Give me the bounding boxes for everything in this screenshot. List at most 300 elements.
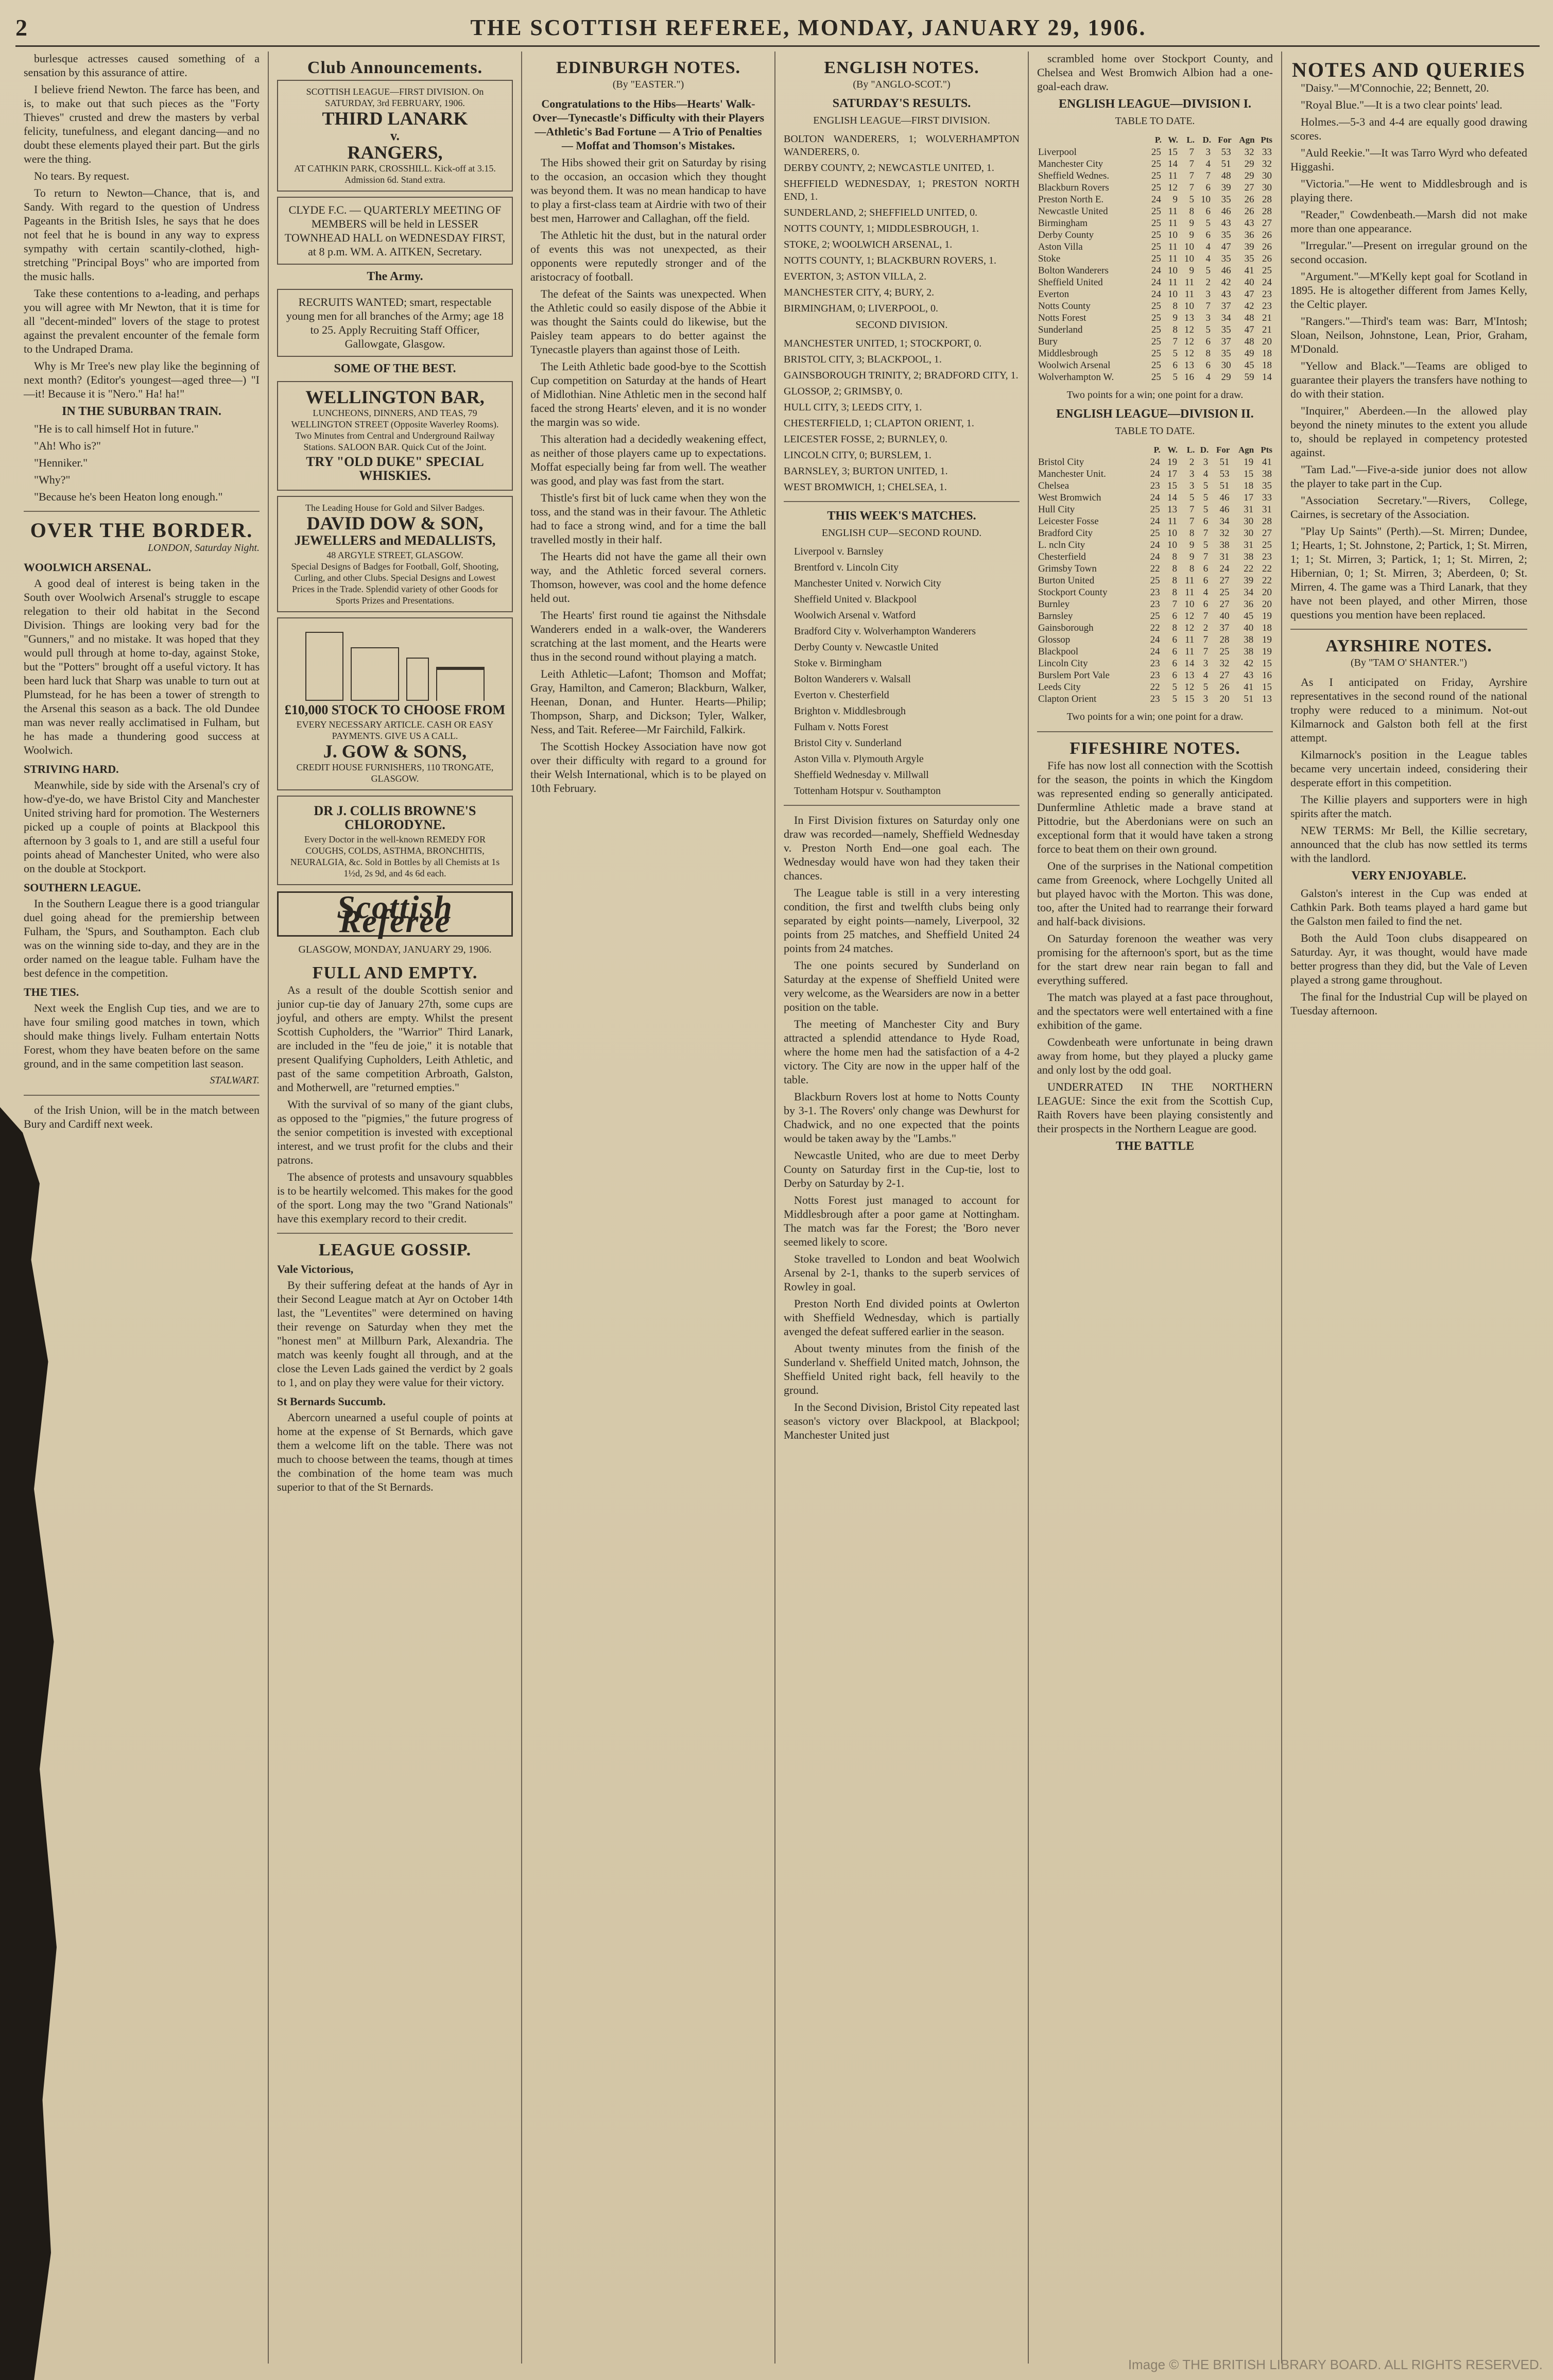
table-cell: 5 — [1203, 504, 1209, 515]
table-cell: 2 — [1189, 457, 1195, 468]
table-header-row — [1037, 443, 1273, 456]
table-cell: 8 — [1172, 551, 1178, 562]
table-cell: 24 — [1150, 551, 1160, 562]
table-cell: 19 — [1262, 646, 1272, 657]
table-cell: 27 — [1219, 575, 1230, 586]
table-cell: 42 — [1244, 658, 1254, 669]
second-div-heading: SECOND DIVISION. — [855, 319, 948, 331]
edinburgh-paragraph: The Hearts' first round tie against the Nithsdale Wanderers ended in a walk-over, the Wanderers scratching at the last moment, and the Hearts were thus in the second round without playing a match. — [530, 609, 766, 663]
table-cell: 15 — [1167, 480, 1178, 491]
match-result: BARNSLEY, 3; BURTON UNITED, 1. — [784, 465, 948, 477]
div2-heading: ENGLISH LEAGUE—DIVISION II. — [1056, 407, 1254, 421]
suburban-line: "Why?" — [34, 473, 71, 486]
stbernards-text: Abercorn unearned a useful couple of points at home at the expense of St Bernards, which gave them a welcome lift on the table. There was not much to choose between the teams, though at times the combination of the home team was much superior to that of the St Bernards. — [277, 1411, 513, 1493]
col1-paragraph: No tears. By request. — [34, 169, 130, 182]
table-row — [1037, 492, 1273, 504]
fixture-item: Sheffield Wednesday v. Millwall — [794, 769, 929, 781]
divider — [1037, 731, 1273, 732]
english-paragraph: About twenty minutes from the finish of the Sunderland v. Sheffield United match, Johnson, the Sheffield United right back, fell heavily to the ground. — [784, 1342, 1020, 1396]
div1-heading: ENGLISH LEAGUE—DIVISION I. — [1058, 97, 1252, 111]
english-paragraph: The one points secured by Sunderland on Saturday at the expense of Sheffield United were very welcome, as the Wearsiders are now in a better position on the table. — [784, 959, 1020, 1013]
table-row — [1037, 205, 1273, 217]
table-cell: 3 — [1203, 658, 1209, 669]
ad-top: SCOTTISH LEAGUE—FIRST DIVISION. On SATURDAY, 3rd FEBRUARY, 1906. — [306, 87, 484, 108]
divider — [277, 1233, 513, 1234]
table-row — [1037, 456, 1273, 468]
edinburgh-paragraph: The Hearts did not have the game all their own way, and the Athletic forced several corners. Thomson, however, was cool and the home defence held out. — [530, 550, 766, 605]
table-cell: 13 — [1184, 670, 1195, 681]
table-cell: L. ncln City — [1038, 540, 1085, 550]
column-header — [1037, 133, 1146, 146]
table-row — [1037, 598, 1273, 610]
table-cell: Bury — [1038, 336, 1058, 347]
table-row — [1037, 146, 1273, 158]
column-2 — [269, 51, 522, 2364]
ties-heading: THE TIES. — [24, 986, 79, 998]
table-cell: Clapton Orient — [1038, 694, 1097, 704]
wellington-tagline: TRY "OLD DUKE" SPECIAL WHISKIES. — [306, 454, 484, 483]
table-cell: 14 — [1167, 492, 1178, 503]
divider — [24, 511, 260, 512]
table-cell: 25 — [1151, 206, 1161, 217]
div1-table — [1037, 133, 1273, 383]
ayrshire-paragraph: As I anticipated on Friday, Ayrshire representatives in the second round of the national trophy were reduced to a minimum. Not-out Kilmarnock and Galston both fell at the first attempt. — [1290, 676, 1527, 744]
vale-text: By their suffering defeat at the hands of Ayr in their Second League match at Ayr on October 14th last, the "Leventites" were determined on having their revenge on Saturday when they met the "honest men" at Millburn Park, Alexandria. The match was keenly fought all through, and at the close the Leven Lads gained the verdict by 2 goals to 1, and on play they were value for their victory. — [277, 1279, 513, 1389]
table-cell: 24 — [1151, 265, 1161, 276]
table-cell: 19 — [1262, 611, 1272, 622]
fixture-item: Woolwich Arsenal v. Watford — [794, 610, 916, 621]
table-cell: 25 — [1262, 540, 1272, 550]
column-3 — [522, 51, 775, 2364]
masthead — [15, 9, 1540, 47]
furniture-lines: EVERY NECESSARY ARTICLE. CASH OR EASY PAYMENTS. GIVE US A CALL. — [296, 719, 494, 741]
ayrshire-paragraph: NEW TERMS: Mr Bell, the Killie secretary, announced that the club has now settled its terms with the landlord. — [1290, 824, 1527, 865]
table-cell: 51 — [1244, 694, 1254, 704]
table-cell: 17 — [1167, 469, 1178, 479]
table-cell: 5 — [1203, 540, 1209, 550]
col1-paragraph: To return to Newton—Chance, that is, and Sandy. With regard to the question of Undress Pageants in the British Isles, he says that he does not feel that he is bound in any way to express sympathy with certain scantily-clothed, high-stretching "Principal Boys" who are imported from the music halls. — [24, 186, 260, 283]
query-answer: "Argument."—M'Kelly kept goal for Scotland in 1895. He is altogether different from James Kelly, the Celtic player. — [1290, 270, 1527, 311]
dow-ad — [277, 496, 513, 612]
table-cell: 42 — [1221, 277, 1231, 288]
table-cell: 27 — [1219, 599, 1230, 610]
table-cell: 46 — [1219, 492, 1230, 503]
table-cell: 8 — [1172, 324, 1178, 335]
edinburgh-paragraph: The defeat of the Saints was unexpected. When the Athletic could so easily dispose of the Abbie it was thought the Saints could do likewise, but the Paisley team appears to do better against the Tynecastle players than against those of Leith. — [530, 287, 766, 356]
striving-heading: STRIVING HARD. — [24, 763, 119, 775]
page-number: 2 — [15, 14, 27, 41]
table-cell: 12 — [1184, 623, 1195, 633]
table-cell: 24 — [1219, 563, 1230, 574]
edinburgh-paragraph: Leith Athletic—Lafont; Thomson and Moffat; Gray, Hamilton, and Cameron; Blackburn, Walker, Heenan, Donan, and Hunter. Hearts—Philip; Thompson, Sharp, and Dickson; Tyler, Walker, Ness, and Tait. Referee—Mr Fairchild, Falkirk. — [530, 667, 766, 736]
fixture-item: Fulham v. Notts Forest — [794, 721, 889, 733]
table-cell: 47 — [1244, 324, 1254, 335]
table-cell: 25 — [1151, 301, 1161, 312]
table-cell: 35 — [1244, 253, 1254, 264]
table-cell: 28 — [1219, 634, 1230, 645]
edinburgh-paragraph: The Scottish Hockey Association have now got over their difficulty with regard to a ground for their Welsh International, which is to be played on 10th February. — [530, 740, 766, 795]
table-row — [1037, 359, 1273, 371]
table-cell: Leeds City — [1038, 682, 1081, 693]
editorial-paragraph: As a result of the double Scottish senior and junior cup-tie day of January 27th, some cups are joyful, and others are empty. Whilst the present Scottish Cupholders, the "Warrior" Third Lanark, are included in the "feu de joie," it is notable that present Qualifying Cupholders, Leith Athletic, and past of the same competition Arbroath, Galston, and Motherwell, are "returned empties." — [277, 984, 513, 1094]
column-header: D. — [1202, 135, 1212, 145]
table-cell: Leicester Fosse — [1038, 516, 1099, 527]
match-result: NOTTS COUNTY, 1; BLACKBURN ROVERS, 1. — [784, 255, 997, 266]
table-cell: Middlesbrough — [1038, 348, 1098, 359]
wardrobe-icon — [305, 632, 343, 701]
table-cell: Blackpool — [1038, 646, 1079, 657]
table-cell: Derby County — [1038, 230, 1094, 240]
table-cell: 5 — [1172, 348, 1178, 359]
table-cell: 24 — [1150, 457, 1160, 468]
club-announcements-heading: Club Announcements. — [307, 58, 483, 77]
divider — [784, 501, 1020, 502]
table-cell: 27 — [1244, 182, 1254, 193]
table-cell: 35 — [1221, 194, 1231, 205]
table-cell: 48 — [1244, 313, 1254, 323]
table-cell: Sheffield United — [1038, 277, 1103, 288]
query-answer: "Yellow and Black."—Teams are obliged to guarantee their players the transfers have nothing to do with their station. — [1290, 359, 1527, 400]
table-cell: 25 — [1151, 182, 1161, 193]
col1-paragraph: Why is Mr Tree's new play like the beginning of next month? (Editor's youngest—aged three—) "I—it! Because it is "Nero." Ha! ha!" — [24, 359, 260, 400]
table-cell: 24 — [1150, 516, 1160, 527]
table-cell: 7 — [1203, 611, 1209, 622]
table-cell: 25 — [1151, 242, 1161, 252]
table-cell: 20 — [1262, 599, 1272, 610]
table-cell: 48 — [1221, 170, 1231, 181]
table-header-row — [1037, 133, 1273, 146]
table-cell: 27 — [1262, 528, 1272, 539]
query-answer: "Auld Reekie."—It was Tarro Wyrd who defeated Higgashi. — [1290, 146, 1527, 173]
table-cell: 36 — [1244, 599, 1254, 610]
table-cell: Birmingham — [1038, 218, 1088, 229]
chlorodyne-ad — [277, 796, 513, 885]
edinburgh-paragraph: The Leith Athletic bade good-bye to the Scottish Cup competition on Saturday at the hands of Heart of Midlothian. Nine Athletic men in the second half faced the strong Hearts' eleven, and it is no wonder the margin was so wide. — [530, 360, 766, 428]
table-cell: 11 — [1168, 242, 1178, 252]
table-row — [1037, 515, 1273, 527]
table-cell: Stockport County — [1038, 587, 1108, 598]
table-cell: 10 — [1167, 289, 1178, 300]
fife-paragraph: UNDERRATED IN THE NORTHERN LEAGUE: Since the exit from the Scottish Cup, Raith Rovers have been playing consistently and their prospects in the Northern League are good. — [1037, 1080, 1273, 1135]
table-row — [1037, 551, 1273, 563]
table-cell: 23 — [1262, 551, 1272, 562]
match-result: SHEFFIELD WEDNESDAY, 1; PRESTON NORTH END, 1. — [784, 178, 1020, 202]
table-cell: 3 — [1205, 147, 1211, 158]
table-cell: 4 — [1205, 159, 1211, 169]
table-cell: 48 — [1244, 336, 1254, 347]
table-cell: 25 — [1151, 372, 1161, 383]
table-cell: 8 — [1205, 348, 1211, 359]
table-cell: 25 — [1151, 218, 1161, 229]
furniture-firm: J. GOW & SONS, — [323, 741, 467, 762]
table-cell: 26 — [1262, 230, 1272, 240]
table-cell: 24 — [1150, 634, 1160, 645]
table-cell: 18 — [1262, 360, 1272, 371]
table-cell: 23 — [1262, 301, 1272, 312]
table-cell: 5 — [1205, 218, 1211, 229]
fife-heading: FIFESHIRE NOTES. — [1069, 739, 1240, 758]
table-cell: 25 — [1151, 313, 1161, 323]
div1-sub: TABLE TO DATE. — [1115, 115, 1195, 127]
table-cell: 24 — [1150, 469, 1160, 479]
table-row — [1037, 371, 1273, 383]
table-cell: 51 — [1219, 457, 1230, 468]
table-row — [1037, 527, 1273, 539]
table-cell: 11 — [1184, 277, 1194, 288]
query-answer: "Rangers."—Third's team was: Barr, M'Intosh; Sloan, Neilson, Johnstone, Lean, Prior, Graham, M'Donald. — [1290, 315, 1527, 355]
table-cell: 28 — [1262, 516, 1272, 527]
fixture-item: Manchester United v. Norwich City — [794, 578, 941, 589]
table-cell: 30 — [1221, 360, 1231, 371]
table-cell: Liverpool — [1038, 147, 1077, 158]
table-cell: 30 — [1262, 170, 1272, 181]
english-paragraph: Preston North End divided points at Owlerton with Sheffield Wednesday, which is partially avenged the defeat suffered earlier in the season. — [784, 1297, 1020, 1338]
table-cell: 5 — [1205, 265, 1211, 276]
edinburgh-paragraph: The Athletic hit the dust, but in the natural order of events this was not unexpected, as their opponents were reputedly stronger and of the aristocracy of football. — [530, 229, 766, 283]
table-cell: 35 — [1221, 348, 1231, 359]
ad-team1: THIRD LANARK — [322, 108, 468, 129]
woolwich-heading: WOOLWICH ARSENAL. — [24, 561, 151, 574]
table-cell: 37 — [1221, 301, 1231, 312]
table-row — [1037, 646, 1273, 658]
table-cell: 28 — [1262, 194, 1272, 205]
match-result: NOTTS COUNTY, 1; MIDDLESBROUGH, 1. — [784, 223, 979, 234]
match-result: DERBY COUNTY, 2; NEWCASTLE UNITED, 1. — [784, 162, 994, 174]
table-cell: 40 — [1244, 277, 1254, 288]
fixture-item: Bristol City v. Sunderland — [794, 737, 902, 749]
third-lanark-ad — [277, 80, 513, 192]
table-row — [1037, 587, 1273, 598]
columns — [15, 51, 1540, 2364]
table-cell: Notts County — [1038, 301, 1091, 312]
southern-text: In the Southern League there is a good triangular duel going ahead for the premiership between Fulham, the 'Spurs, and Southampton. Each club was on the winning side to-day, and they are in the order named on the league table. Fulham have the best defence in the competition. — [24, 897, 260, 979]
table-cell: 26 — [1244, 206, 1254, 217]
col1-paragraph: I believe friend Newton. The farce has been, and is, to make out that such pieces as the "Forty Thieves" crusted and drew the masters by verbal felicity, tunefulness, and elegant dancing—and no doubt these elements played their part. But the girls were the thing. — [24, 83, 260, 165]
dow-name: DAVID DOW & SON, — [306, 513, 484, 533]
table-cell: 8 — [1189, 206, 1194, 217]
table-cell: 19 — [1262, 634, 1272, 645]
fife-paragraph: One of the surprises in the National competition came from Greenock, where Lochgelly United all but played havoc with the Morton. This was done, too, after the United had to rearrange their forward and half-back divisions. — [1037, 859, 1273, 928]
table-cell: 15 — [1262, 682, 1272, 693]
table-cell: 8 — [1172, 587, 1178, 598]
table-cell: 6 — [1172, 670, 1178, 681]
table-cell: Gainsborough — [1038, 623, 1094, 633]
table-cell: 39 — [1244, 242, 1254, 252]
table-cell: 14 — [1184, 658, 1195, 669]
table-cell: 11 — [1168, 253, 1178, 264]
table-cell: 7 — [1172, 336, 1178, 347]
ad-team2: RANGERS, — [347, 142, 443, 163]
table-cell: 23 — [1150, 694, 1160, 704]
table-cell: 27 — [1262, 218, 1272, 229]
table-cell: 11 — [1168, 170, 1178, 181]
table-cell: 6 — [1203, 575, 1209, 586]
table-cell: 5 — [1189, 492, 1195, 503]
table-cell: 25 — [1151, 253, 1161, 264]
english-paragraph: Stoke travelled to London and beat Woolwich Arsenal by 2-1, thanks to the superb services of Rowley in goal. — [784, 1252, 1020, 1293]
table-cell: 19 — [1244, 457, 1254, 468]
column-header: D. — [1200, 445, 1209, 455]
fife-paragraph: Cowdenbeath were unfortunate in being drawn away from home, but they played a plucky game and only lost by the odd goal. — [1037, 1036, 1273, 1076]
table-cell: 11 — [1168, 218, 1178, 229]
table-cell: Bristol City — [1038, 457, 1084, 468]
table-cell: 7 — [1189, 159, 1194, 169]
border-dateline: LONDON, Saturday Night. — [147, 542, 260, 554]
table-cell: 25 — [1150, 611, 1160, 622]
table-cell: 24 — [1150, 646, 1160, 657]
suburban-line: "Ah! Who is?" — [34, 439, 101, 452]
furniture-ad — [277, 617, 513, 790]
table-cell: 11 — [1185, 587, 1195, 598]
column-header — [1037, 443, 1144, 456]
fife-paragraph: The match was played at a fast pace throughout, and the spectators were well entertained with a fine exhibition of the game. — [1037, 991, 1273, 1031]
fixture-item: Tottenham Hotspur v. Southampton — [794, 785, 941, 797]
table-cell: 7 — [1189, 516, 1195, 527]
col1-signoff: STALWART. — [210, 1075, 260, 1086]
table-cell: 7 — [1172, 599, 1178, 610]
table-cell: 6 — [1205, 336, 1211, 347]
table-cell: 4 — [1205, 372, 1211, 383]
table-cell: 20 — [1262, 336, 1272, 347]
dow-pre: The Leading House for Gold and Silver Badges. — [305, 503, 485, 513]
table-row — [1037, 277, 1273, 288]
table-row — [1037, 693, 1273, 705]
column-header: W. — [1168, 135, 1178, 145]
second-div-results — [784, 337, 1020, 494]
table-cell: 53 — [1221, 147, 1231, 158]
table-cell: 6 — [1172, 658, 1178, 669]
table-cell: 25 — [1150, 528, 1160, 539]
query-answer: "Play Up Saints" (Perth).—St. Mirren; Dundee, 1; Hearts, 1; St. Johnstone, 2; Partick, 1; St. Mirren, 1; 1; St. Mirren, 3; Partick, 1; 1; St. Mirren, 2; Hibernian, 0; 1; St. Mirren, 3; Aberdeen, 0; St. Mirren, 4. The game was a Third Lanark, that they have not been played, and other Mirren, those questions you mention have been replaced. — [1290, 525, 1527, 621]
table-cell: 14 — [1262, 372, 1272, 383]
table-cell: 25 — [1219, 646, 1230, 657]
ad-versus: v. — [390, 128, 400, 143]
table-row — [1037, 563, 1273, 575]
english-heading: ENGLISH NOTES. — [824, 58, 979, 77]
chlorodyne-lines: Every Doctor in the well-known REMEDY FOR COUGHS, COLDS, ASTHMA, BRONCHITIS, NEURALGIA, &c. Sold in Bottles by all Chemists at 1s 1½d, 2s 9d, and 4s 6d each. — [290, 834, 500, 878]
table-cell: 9 — [1189, 230, 1194, 240]
table-cell: 28 — [1262, 206, 1272, 217]
table-cell: Preston North E. — [1038, 194, 1104, 205]
query-answer: "Association Secretary."—Rivers, College, Cairnes, is secretary of the Association. — [1290, 494, 1527, 521]
table-cell: 40 — [1244, 623, 1254, 633]
fixture-item: Sheffield United v. Blackpool — [794, 594, 917, 605]
query-answer: "Irregular."—Present on irregular ground on the second occasion. — [1290, 239, 1527, 266]
table-cell: 21 — [1262, 313, 1272, 323]
table-cell: 4 — [1203, 587, 1209, 598]
edinburgh-heading: EDINBURGH NOTES. — [556, 58, 740, 77]
table-cell: Grimsby Town — [1038, 563, 1097, 574]
table-cell: 38 — [1244, 551, 1254, 562]
table-cell: 10 — [1184, 242, 1194, 252]
table-cell: 7 — [1203, 551, 1209, 562]
column-header: W. — [1167, 445, 1178, 455]
table-cell: 8 — [1172, 301, 1178, 312]
table-cell: 36 — [1244, 230, 1254, 240]
table-cell: 3 — [1203, 457, 1209, 468]
table-cell: 32 — [1219, 658, 1230, 669]
table-cell: 3 — [1205, 289, 1211, 300]
table-cell: 4 — [1205, 253, 1211, 264]
issue-line: GLASGOW, MONDAY, JANUARY 29, 1906. — [298, 944, 492, 955]
fife-paragraph: On Saturday forenoon the weather was very promising for the afternoon's sport, but as the time for the start drew near rain began to fall and everything suffered. — [1037, 932, 1273, 987]
border-heading: OVER THE BORDER. — [30, 519, 253, 542]
ad-venue: AT CATHKIN PARK, CROSSHILL. Kick-off at 3.15. Admission 6d. Stand extra. — [294, 163, 496, 185]
table-icon — [436, 667, 485, 701]
table-cell: 13 — [1184, 360, 1194, 371]
column-header: Agn — [1238, 445, 1254, 455]
table-cell: Newcastle United — [1038, 206, 1108, 217]
edinburgh-subheading: Congratulations to the Hibs—Hearts' Walk-Over—Tynecastle's Difficulty with their Players—Athletic's Bad Fortune — A Trio of Penalties — Moffat and Thomson's Mistakes. — [532, 97, 765, 152]
match-result: LINCOLN CITY, 0; BURSLEM, 1. — [784, 450, 931, 461]
table-cell: 7 — [1189, 147, 1194, 158]
table-cell: 3 — [1189, 480, 1195, 491]
table-cell: 35 — [1262, 480, 1272, 491]
table-cell: 38 — [1219, 540, 1230, 550]
army-heading: The Army. — [367, 270, 423, 283]
english-paragraph: Notts Forest just managed to account for Middlesbrough after a poor game at Nottingham. The match was far the Forest; the 'Boro never seemed likely to score. — [784, 1194, 1020, 1248]
ayrshire-paragraph: Galston's interest in the Cup was ended at Cathkin Park. Both teams played a hard game but the Galston men failed to find the net. — [1290, 887, 1527, 927]
col1-paragraph: burlesque actresses caused something of a sensation by this assurance of attire. — [24, 52, 260, 79]
table-cell: 34 — [1221, 313, 1231, 323]
fixture-item: Everton v. Chesterfield — [794, 689, 889, 701]
column-header: Pts — [1261, 135, 1272, 145]
dresser-icon — [351, 647, 399, 701]
column-header: P. — [1153, 445, 1161, 455]
table-cell: 10 — [1167, 540, 1178, 550]
ayrshire-paragraph: The final for the Industrial Cup will be played on Tuesday afternoon. — [1290, 990, 1527, 1017]
table-cell: 45 — [1244, 360, 1254, 371]
table-row — [1037, 324, 1273, 336]
table-cell: 6 — [1205, 182, 1211, 193]
table-cell: 7 — [1189, 504, 1195, 515]
first-div-results — [784, 133, 1020, 315]
dow-address: 48 ARGYLE STREET, GLASGOW. — [326, 550, 463, 560]
query-answer: "Inquirer," Aberdeen.—In the allowed play beyond the ninety minutes to the extent you allude to, should be replayed in competency protested against. — [1290, 404, 1527, 459]
table-cell: 6 — [1203, 516, 1209, 527]
woolwich-text: A good deal of interest is being taken in the South over Woolwich Arsenal's struggle to escape relegation to their old habitat in the Second Division. Things are looking very bad for the "Gunners," and no mistake. It was hoped that they would pull through at home to-day, against Stoke, but the "Potters" brought off a useful victory. It has been hard luck that Sharp was unable to turn out at Plumstead, for he has been a tower of strength to the Arsenal this season as a back. The old Dundee man was never really acclimatised in Fulham, but he has made a thundering good success at Woolwich. — [24, 577, 260, 756]
table-cell: 37 — [1221, 336, 1231, 347]
table-cell: Hull City — [1038, 504, 1075, 515]
table-cell: 41 — [1244, 682, 1254, 693]
fife-paragraphs — [1037, 758, 1273, 1135]
table-cell: 10 — [1167, 528, 1178, 539]
table-cell: 10 — [1167, 230, 1178, 240]
table-cell: 3 — [1189, 469, 1195, 479]
table-cell: 6 — [1172, 360, 1178, 371]
suburban-line: "Henniker." — [34, 456, 88, 469]
query-answer: "Royal Blue."—It is a two clear points' lead. — [1301, 98, 1503, 111]
battle-heading: THE BATTLE — [1115, 1140, 1195, 1153]
stbernards-heading: St Bernards Succumb. — [277, 1395, 386, 1408]
table-cell: 13 — [1262, 694, 1272, 704]
table-cell: 49 — [1244, 348, 1254, 359]
table-cell: 7 — [1205, 170, 1211, 181]
table-cell: 23 — [1150, 658, 1160, 669]
table-cell: 25 — [1151, 159, 1161, 169]
table-cell: 38 — [1244, 634, 1254, 645]
table-cell: 4 — [1205, 242, 1211, 252]
table-cell: 42 — [1244, 301, 1254, 312]
table-row — [1037, 253, 1273, 265]
table-cell: 5 — [1205, 324, 1211, 335]
suburban-heading: IN THE SUBURBAN TRAIN. — [62, 405, 221, 418]
table-cell: 38 — [1244, 646, 1254, 657]
match-result: WEST BROMWICH, 1; CHELSEA, 1. — [784, 481, 947, 493]
table-cell: Woolwich Arsenal — [1038, 360, 1111, 371]
table-cell: 8 — [1189, 528, 1195, 539]
table-cell: 51 — [1221, 159, 1231, 169]
